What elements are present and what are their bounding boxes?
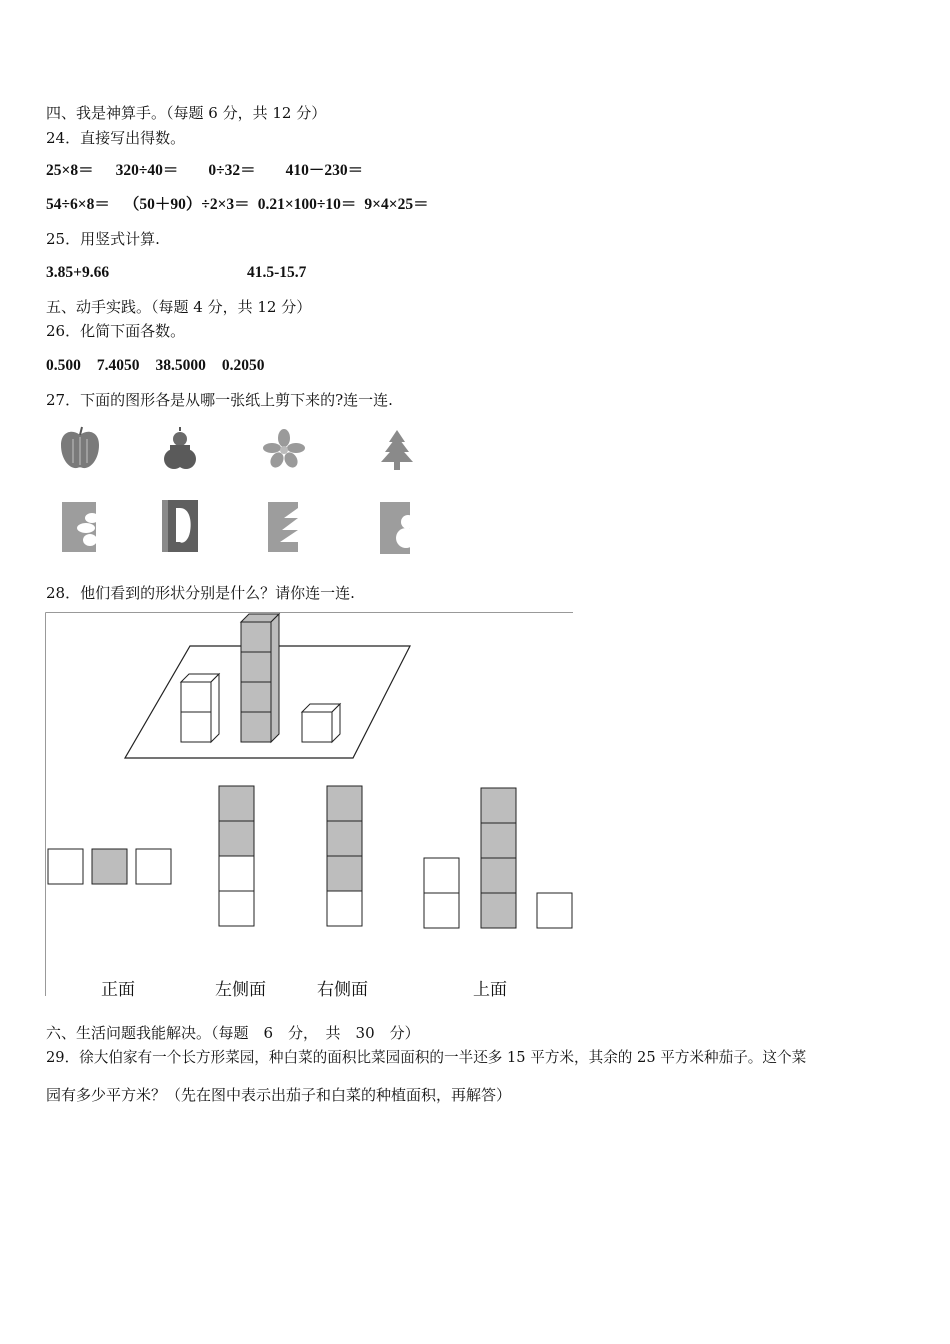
q24-expr: 0.21×100÷10＝: [257, 196, 357, 213]
q24-expr: （50＋90）÷2×3＝: [123, 196, 250, 213]
q26-items: [46, 356, 265, 376]
q24-expr: 54÷6×8＝: [46, 196, 110, 213]
label-right-side: 右侧面: [317, 980, 368, 1000]
q26-number: 38.5000: [155, 357, 206, 374]
view-option-c: [327, 786, 362, 926]
q28-title: 28．他们看到的形状分别是什么？请你连一连.: [46, 584, 355, 602]
q24-expr: 410－230＝: [285, 162, 364, 179]
q29-line-1: 29．徐大伯家有一个长方形菜园，种白菜的面积比菜园面积的一半还多 15 平方米，其余的 25 平方米种茄子。这个菜: [46, 1049, 807, 1066]
q24-title: 24．直接写出得数。: [46, 129, 186, 147]
view-option-a: [48, 849, 171, 884]
q26-number: 7.4050: [96, 357, 140, 374]
view-option-b: [219, 786, 254, 926]
grey-cube-stack: [241, 614, 279, 742]
flower-shape-icon: [262, 428, 306, 470]
paper-apple-cut-icon: [160, 498, 200, 554]
section-5-heading: 五、动手实践。（每题 4 分，共 12 分）: [46, 298, 312, 316]
gourd-shape-icon: [160, 425, 200, 475]
label-front: 正面: [101, 980, 135, 1000]
paper-flower-cut-icon: [60, 500, 100, 554]
q25-item: 3.85+9.66: [46, 264, 110, 281]
q27-title: 27．下面的图形各是从哪一张纸上剪下来的?连一连.: [46, 391, 393, 409]
q25-title: 25．用竖式计算.: [46, 230, 160, 248]
q26-title: 26．化简下面各数。: [46, 322, 186, 340]
single-white-cube: [302, 704, 340, 742]
paper-tree-cut-icon: [266, 500, 302, 554]
tree-shape-icon: [377, 428, 417, 472]
paper-gourd-cut-icon: [378, 500, 414, 556]
white-cube-stack: [181, 674, 219, 742]
q24-expr: 9×4×25＝: [364, 196, 429, 213]
q24-expr: 25×8＝: [46, 162, 94, 179]
q25-item: 41.5-15.7: [247, 264, 307, 281]
q29-line-2: 园有多少平方米？（先在图中表示出茄子和白菜的种植面积，再解答）: [46, 1086, 512, 1104]
q26-number: 0.2050: [221, 357, 265, 374]
q24-row-2: [46, 195, 429, 215]
apple-shape-icon: [55, 425, 105, 473]
section-4-heading: 四、我是神算手。（每题 6 分，共 12 分）: [46, 104, 327, 122]
view-option-d: [424, 788, 572, 928]
q24-expr: 320÷40＝: [115, 162, 179, 179]
section-6-heading: 六、生活问题我能解决。（每题 6 分， 共 30 分）: [46, 1024, 420, 1042]
q28-figure: [45, 612, 575, 997]
q26-number: 0.500: [46, 357, 81, 374]
q24-expr: 0÷32＝: [208, 162, 256, 179]
q24-row-1: [46, 161, 363, 181]
label-left-side: 左侧面: [215, 980, 266, 1000]
label-top: 上面: [473, 980, 507, 1000]
